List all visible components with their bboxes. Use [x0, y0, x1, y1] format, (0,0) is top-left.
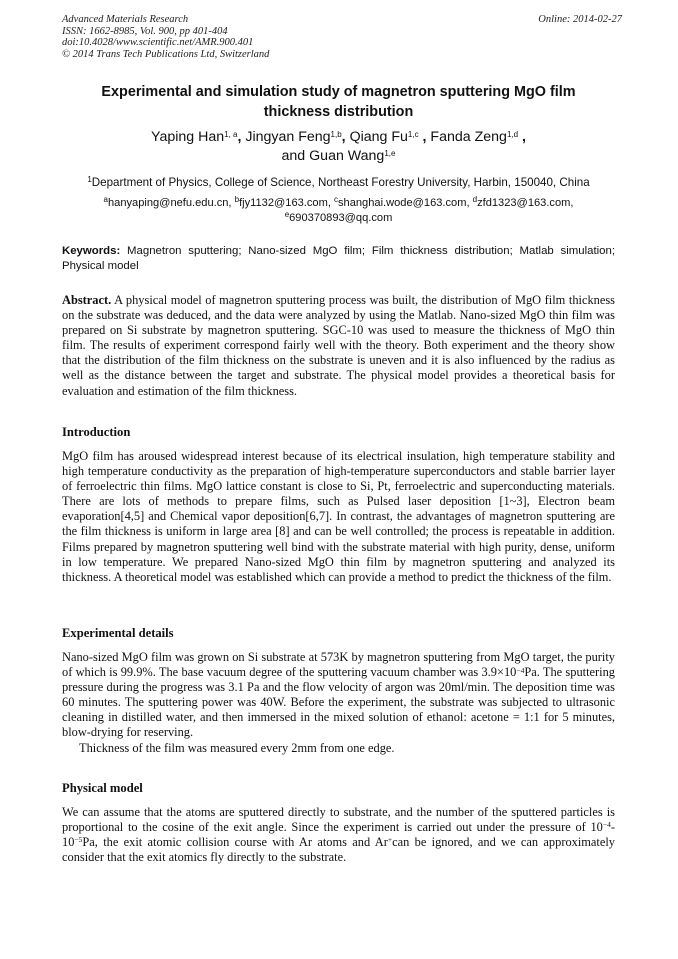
author-name: and Guan Wang: [281, 148, 385, 164]
exponent: −4: [602, 820, 611, 830]
introduction-paragraph: MgO film has aroused widespread interest because of its electrical insulation, high temperature stability and high temperature conductivity as the preparation of high-temperature superconductors and stable barrier layer of ferroelectric thin films. MgO lattice constant is close to Si, Pt, ferroelectric and superconducting materials. There are lots of methods to prepare films, such as Pulsed laser deposition [1~3], Electron beam evaporation[4,5] and Chemical vapor deposition[6,7]. In contrast, the advantages of magnetron sputtering are the film thickness is uniform in large area [8] and can be well controlled; the process is repeatable in addition. Films prepared by magnetron sputtering well bind with the substrate material with high purity, dense, uniform in low temperature. We prepared Nano-sized MgO thin film by magnetron sputtering and analyzed its thickness. A theoretical model was established which can provide a method to predict the thickness of the film.: [62, 449, 615, 584]
physical-text-2: -10: [62, 820, 615, 850]
section-heading-introduction: Introduction: [62, 425, 131, 439]
author-sup: 1,b: [330, 130, 342, 139]
author-name: Yaping Han: [151, 129, 225, 145]
author-sup: 1,c: [407, 130, 419, 139]
journal-header: [62, 14, 622, 60]
email-line-1: [62, 196, 615, 211]
author-name: Fanda Zeng: [430, 129, 507, 145]
online-date: Online: 2014-02-27: [538, 14, 622, 25]
email-sup: e: [284, 209, 290, 219]
email-c[interactable]: shanghai.wode@163.com,: [338, 197, 470, 209]
author-list: [62, 128, 615, 166]
paper-title: [62, 82, 615, 122]
exponent: −4: [516, 666, 525, 676]
email-sup: c: [334, 195, 338, 204]
email-sup: d: [472, 195, 478, 204]
email-a[interactable]: hanyaping@nefu.edu.cn,: [107, 197, 232, 209]
email-b[interactable]: fjy1132@163.com,: [239, 197, 331, 209]
exponent: −5: [74, 835, 83, 845]
author-sup: 1,e: [384, 149, 396, 158]
experimental-paragraph: [62, 650, 615, 741]
author-emails: [62, 196, 615, 225]
affiliation-text: Department of Physics, College of Science, Northeast Forestry University, Harbin, 150040, China: [91, 176, 590, 189]
email-d[interactable]: zfd1323@163.com,: [477, 197, 574, 209]
abstract-text: A physical model of magnetron sputtering process was built, the distribution of MgO film thickness on the substrate was deduced, and the data were analyzed by using the Matlab. Nano-sized MgO thin film was prepared on Si substrate by magnetron sputtering. SGC-10 was used to measure the thickness of MgO thin film. The results of experiment correspond fairly well with the theory. Both experiment and the theory show that the distribution of the film thickness on the substrate is uneven and it is also influenced by the radius as well as the distance between the target and substrate. The physical model provides a theoretical basis for evaluation and estimation of the film thickness.: [62, 293, 615, 398]
keywords: [62, 244, 615, 273]
abstract: [62, 293, 615, 399]
author-name: Jingyan Feng: [245, 129, 331, 145]
physical-text-1: We can assume that the atoms are sputtered directly to substrate, and the number of the sputtered particles is proportional to the cosine of the exit angle. Since the experiment is carried out under the pressure of 10: [62, 805, 615, 835]
doi-line: doi:10.4028/www.scientific.net/AMR.900.401: [62, 37, 254, 49]
author-separator: ,: [237, 129, 246, 145]
author-line-1: [62, 128, 615, 147]
physical-text-4: can be ignored, and we can approximately consider that the exit atomics fly directly to the substrate.: [62, 835, 615, 865]
author-separator: ,: [341, 129, 350, 145]
exponent: +: [387, 835, 393, 845]
abstract-label: Abstract.: [62, 293, 112, 307]
section-heading-physical-model: Physical model: [62, 781, 143, 795]
author-name: Qiang Fu: [349, 129, 408, 145]
physical-model-paragraph: [62, 805, 615, 865]
affiliation: [62, 176, 615, 190]
keywords-label: Keywords:: [62, 245, 121, 257]
title-line-1: Experimental and simulation study of magnetron sputtering MgO film: [101, 84, 576, 100]
issn-line: ISSN: 1662-8985, Vol. 900, pp 401-404: [62, 25, 228, 37]
experimental-text-2: Pa. The sputtering pressure during the progress was 3.1 Pa and the flow velocity of argon was 20ml/min. The deposition time was 60 minutes. The sputtering power was 40W. Before the experiment, the substrate was subjected to ultrasonic cleaning in distilled water, and then immersed in the mixed solution of ethanol: acetone = 1:1 for 5 minutes, blow-drying for reserving.: [62, 665, 615, 740]
affiliation-sup: 1: [87, 175, 92, 184]
email-e[interactable]: 690370893@qq.com: [289, 211, 393, 224]
experimental-paragraph-2: Thickness of the film was measured every 2mm from one edge.: [79, 740, 395, 755]
email-line-2: [62, 211, 615, 226]
email-sup: a: [103, 195, 108, 204]
title-line-2: thickness distribution: [263, 104, 414, 120]
experimental-text-1: Nano-sized MgO film was grown on Si substrate at 573K by magnetron sputtering from MgO target, the purity of which is 99.9%. The base vacuum degree of the sputtering vacuum chamber was 3.9×10: [62, 650, 615, 680]
email-sup: b: [234, 195, 240, 204]
section-heading-experimental: Experimental details: [62, 626, 174, 640]
journal-name: Advanced Materials Research: [62, 14, 189, 25]
author-separator: ,: [518, 129, 526, 145]
keywords-text: Magnetron sputtering; Nano-sized MgO film; Film thickness distribution; Matlab simulation; Physical model: [62, 245, 615, 272]
author-line-2: [62, 147, 615, 166]
author-separator: ,: [418, 129, 431, 145]
copyright-line: © 2014 Trans Tech Publications Ltd, Switzerland: [62, 48, 270, 60]
author-sup: 1,d: [506, 130, 519, 139]
author-sup: 1, a: [224, 130, 238, 139]
physical-text-3: Pa, the exit atomic collision course with Ar atoms and Ar: [82, 835, 388, 850]
experimental-section: [62, 650, 615, 756]
